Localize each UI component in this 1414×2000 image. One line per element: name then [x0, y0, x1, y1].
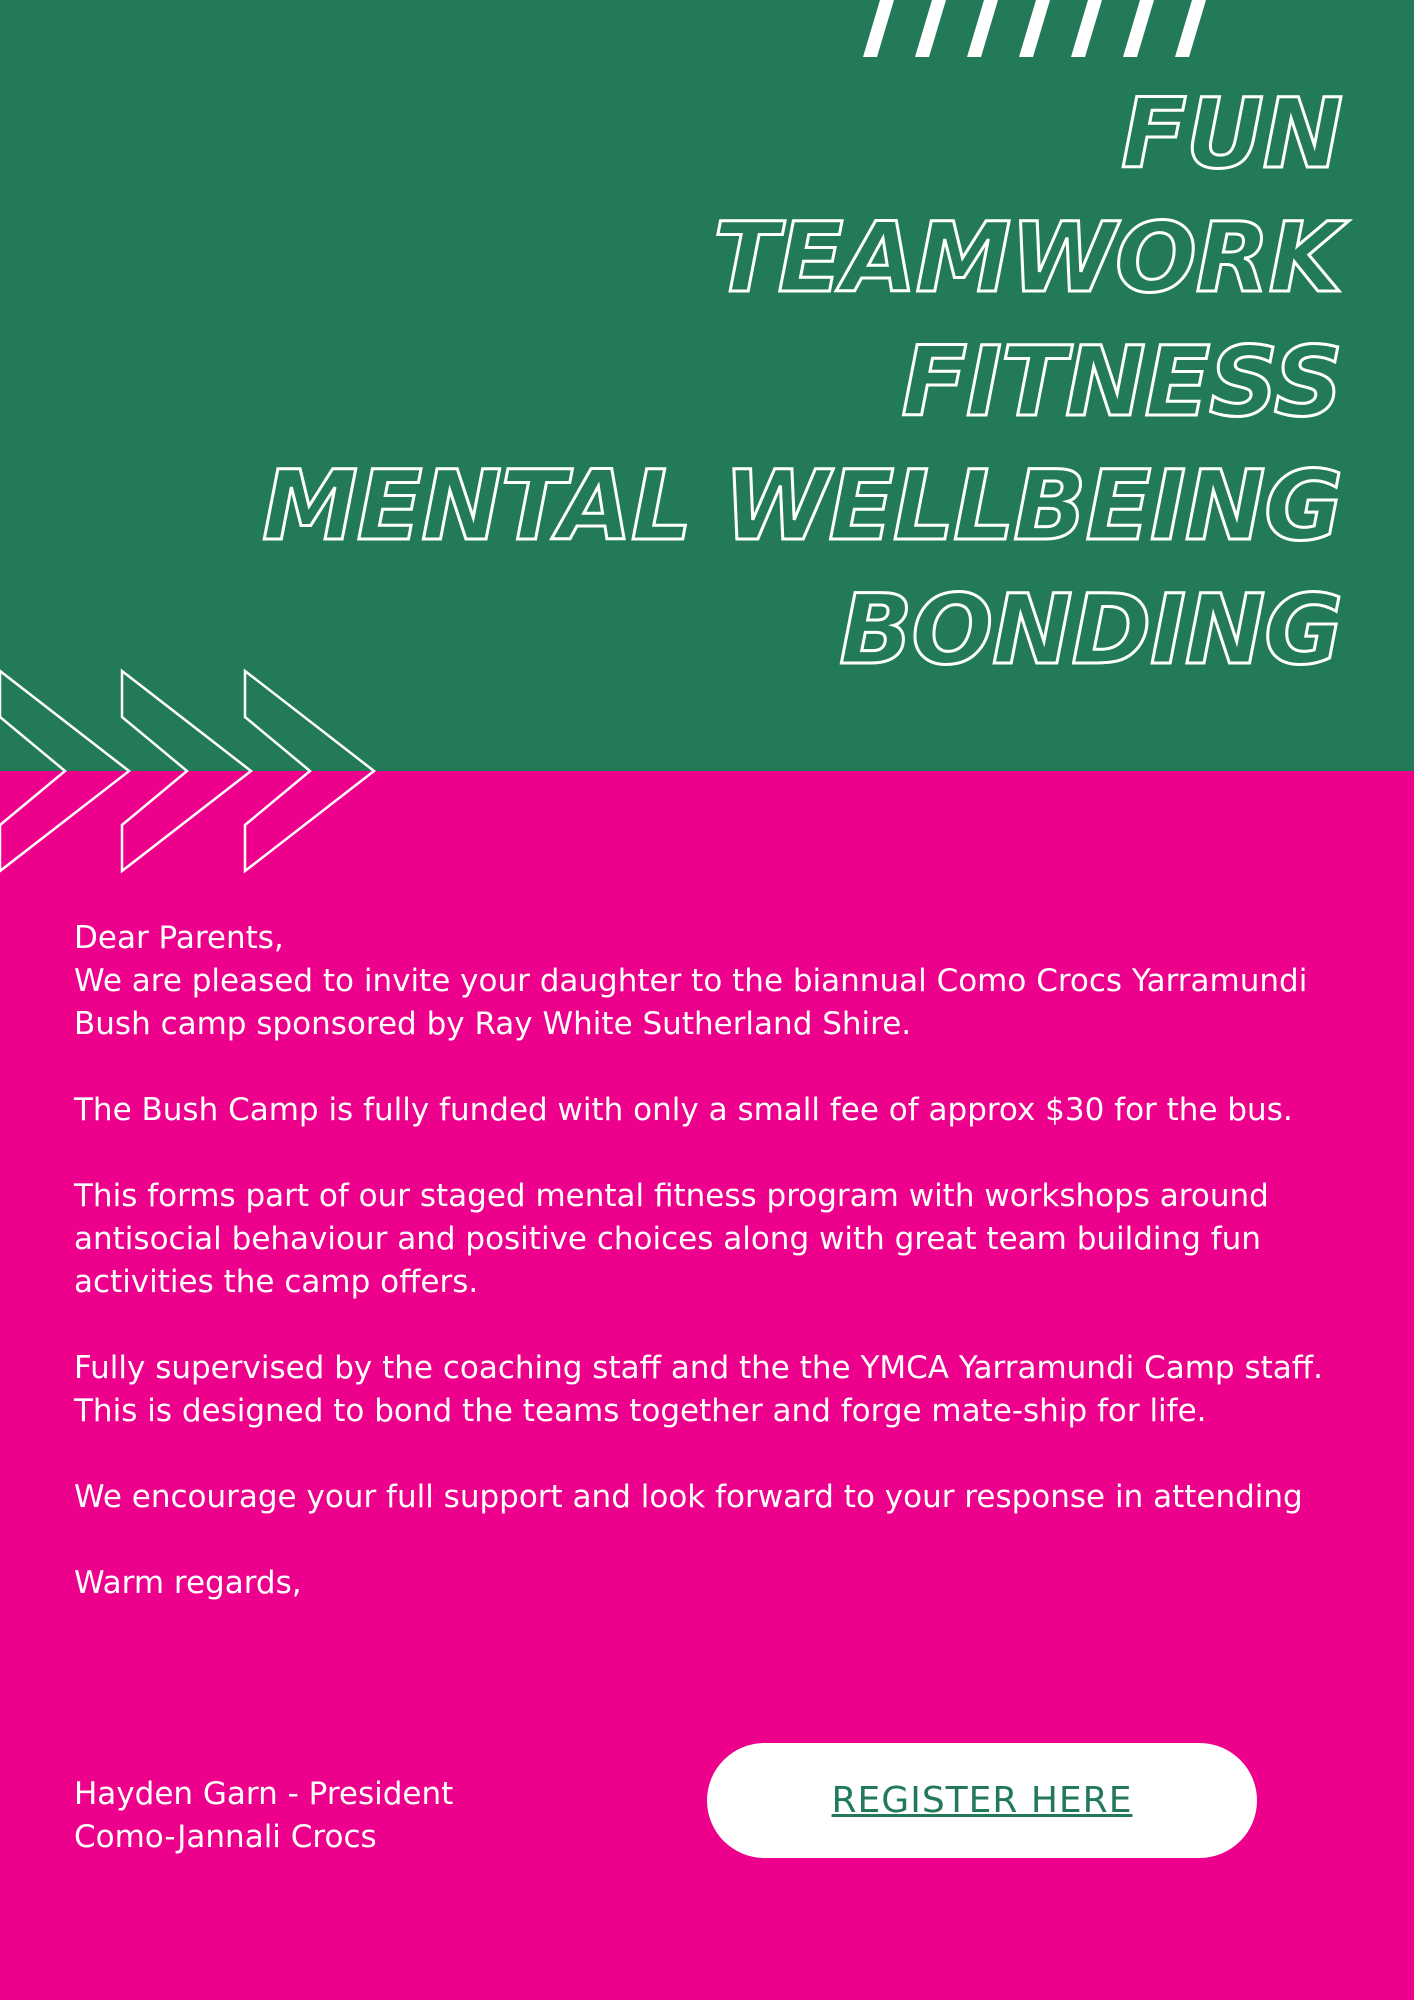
headline-word-teamwork: TEAMWORK: [713, 202, 1342, 314]
signature-name-title: Hayden Garn - President: [74, 1776, 454, 1812]
headline-word-stack: [262, 72, 1342, 692]
signature-block: [74, 1773, 453, 1859]
letter-paragraph-funding: The Bush Camp is fully funded with only a small fee of approx $30 for the bus.: [74, 1092, 1293, 1128]
register-button[interactable]: REGISTER HERE: [707, 1743, 1257, 1858]
letter-paragraph-supervision: Fully supervised by the coaching staff and the the YMCA Yarramundi Camp staff. This is designed to bond the teams together and forge mate-ship for life.: [74, 1350, 1323, 1429]
invitation-letter: [74, 917, 1324, 1605]
letter-paragraph-invite: We are pleased to invite your daughter to the biannual Como Crocs Yarramundi Bush camp sponsored by Ray White Sutherland Shire.: [74, 963, 1308, 1042]
headline-word-fun: FUN: [1121, 78, 1342, 190]
letter-paragraph-encourage: We encourage your full support and look forward to your response in attending: [74, 1479, 1303, 1515]
letter-greeting: Dear Parents,: [74, 920, 284, 956]
letter-paragraph-program: This forms part of our staged mental fitness program with workshops around antisocial behaviour and positive choices along with great team building fun activities the camp offers.: [74, 1178, 1269, 1300]
signature-organization: Como-Jannali Crocs: [74, 1819, 377, 1855]
headline-word-fitness: FITNESS: [901, 326, 1342, 438]
letter-closing: Warm regards,: [74, 1565, 302, 1601]
headline-word-mental-wellbeing: MENTAL WELLBEING: [262, 450, 1342, 562]
headline-word-bonding: BONDING: [839, 574, 1342, 686]
